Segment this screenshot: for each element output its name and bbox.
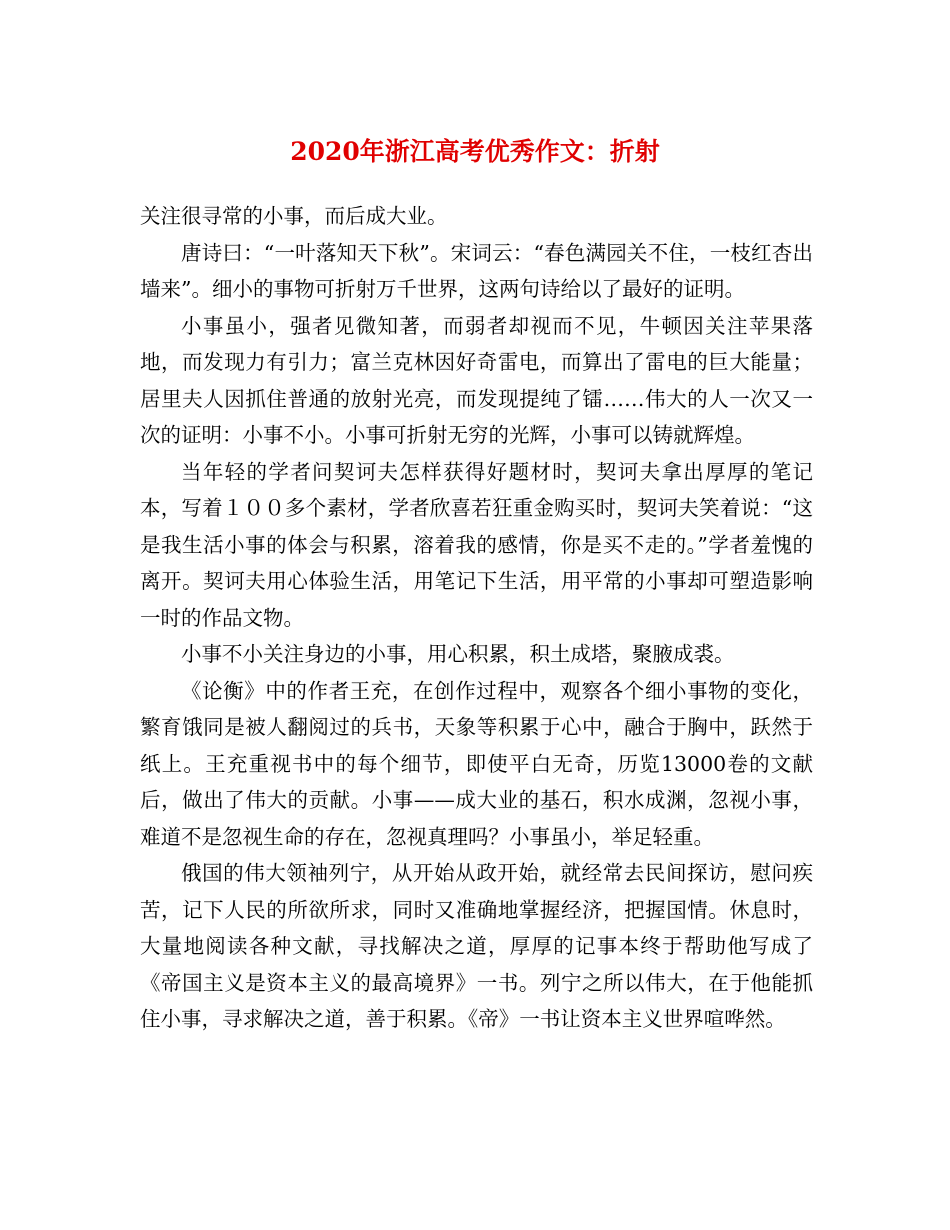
- paragraph: 关注很寻常的小事，而后成大业。: [140, 204, 448, 228]
- paragraph: 当年轻的学者问契诃夫怎样获得好题材时，契诃夫拿出厚厚的笔记本，写着１００多个素材，学者欣喜若狂重金购买时，契诃夫笑着说：“这是我生活小事的体会与积累，溶着我的感情，你是买不走的。”学者羞愧的离开。契诃夫用心体验生活，用笔记下生活，用平常的小事却可塑造影响一时的作品文物。: [140, 459, 813, 630]
- paragraph: 俄国的伟大领袖列宁，从开始从政开始，就经常去民间探访，慰问疾苦，记下人民的所欲所求，同时又准确地掌握经济，把握国情。休息时，大量地阅读各种文献，寻找解决之道，厚厚的记事本终于帮助他写成了《帝国主义是资本主义的最高境界》一书。列宁之所以伟大，在于他能抓住小事，寻求解决之道，善于积累。《帝》一书让资本主义世界喧哗然。: [140, 861, 813, 1031]
- document-body: [140, 198, 813, 1038]
- paragraph: 唐诗曰：“一叶落知天下秋”。宋词云：“春色满园关不住，一枝红杏出墙来”。细小的事物可折射万千世界，这两句诗给以了最好的证明。: [140, 240, 813, 301]
- paragraph: 小事虽小，强者见微知著，而弱者却视而不见，牛顿因关注苹果落地，而发现力有引力；富兰克林因好奇雷电，而算出了雷电的巨大能量；居里夫人因抓住普通的放射光亮，而发现提纯了镭……伟大的人一次又一次的证明：小事不小。小事可折射无穷的光辉，小事可以铸就辉煌。: [140, 313, 813, 447]
- document-title: 2020年浙江高考优秀作文：折射: [290, 137, 660, 166]
- paragraph: 《论衡》中的作者王充，在创作过程中，观察各个细小事物的变化，繁育饿同是被人翻阅过的兵书，天象等积累于心中，融合于胸中，跃然于纸上。王充重视书中的每个细节，即使平白无奇，历览13000卷的文献后，做出了伟大的贡献。小事——成大业的基石，积水成渊，忽视小事，难道不是忽视生命的存在，忽视真理吗？小事虽小，举足轻重。: [140, 678, 813, 849]
- paragraph: 小事不小关注身边的小事，用心积累，积土成塔，聚腋成裘。: [181, 642, 735, 666]
